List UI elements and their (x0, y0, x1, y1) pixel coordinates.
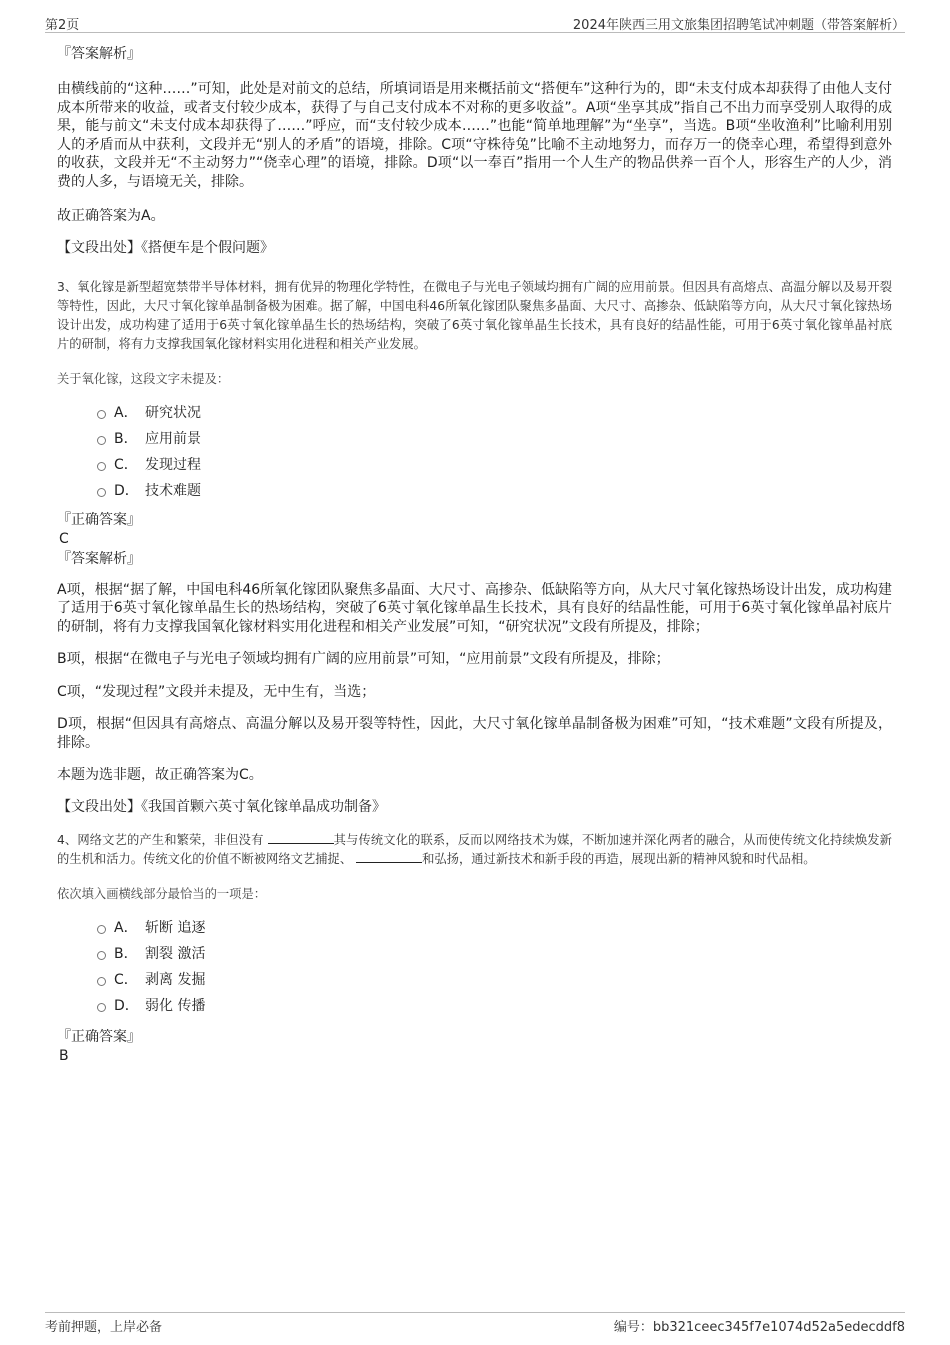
question-3-text: 3、氧化镓是新型超宽禁带半导体材料，拥有优异的物理化学特性，在微电子与光电子领域均拥有广阔的应用前景。但因具有高熔点、高温分解以及易开裂等特性，因此，大尺寸氧化镓单晶制备极为困难。据了解，中国电科46所氧化镓团队聚焦多晶面、大尺寸、高掺杂、低缺陷等方向，从大尺寸氧化镓热场设计出发，成功构建了适用于6英寸氧化镓单晶生长的热场结构，突破了6英寸氧化镓单晶生长技术，具有良好的结晶性能，可用于6英寸氧化镓单晶衬底片的研制，将有力支撑我国氧化镓材料实用化进程和相关产业发展。 (57, 279, 892, 351)
page-number: 第2页 (45, 18, 80, 33)
analysis-paragraph-c: C项，“发现过程”文段并未提及，无中生有，当选； (57, 683, 376, 700)
conclusion: 故正确答案为A。 (57, 208, 165, 224)
analysis-paragraph-a: A项，根据“据了解，中国电科46所氧化镓团队聚焦多晶面、大尺寸、高掺杂、低缺陷等方向，从大尺寸氧化镓热场设计出发，成功构建了适用于6英寸氧化镓单晶生长的热场结构，突破了6英寸氧化镓单晶生长技术，具有良好的结晶性能，可用于6英寸氧化镓单晶衬底片的研制，将有力支撑我国氧化镓材料实用化进程和相关产业发展”可知，“研究状况”文段有所提及，排除； (57, 581, 892, 635)
question-4-text: 4、网络文艺的产生和繁荣，非但没有 其与传统文化的联系，反而以网络技术为媒，不断加速并深化两者的融合，从而使传统文化持续焕发新的生机和活力。传统文化的价值不断被网络文艺捕捉、 和弘扬，通过新技术和新手段的再造，展现出新的精神风貌和时代品相。 (57, 832, 892, 866)
document-code: 编号：bb321ceec345f7e1074d52a5edecddf8 (613, 1320, 905, 1335)
source-label: 【文段出处】 (57, 798, 141, 815)
footer-slogan: 考前押题，上岸必备 (45, 1320, 163, 1335)
option-c[interactable]: C． 发现过程 (97, 452, 892, 478)
option-c[interactable]: C． 剥离 发掘 (97, 967, 892, 993)
question-3-prompt: 关于氧化镓，这段文字未提及： (57, 371, 230, 386)
source-title: 《搭便车是个假问题》 (141, 239, 274, 256)
fill-blank (268, 831, 334, 844)
option-d[interactable]: D． 技术难题 (97, 478, 892, 504)
correct-answer: C (59, 530, 69, 547)
analysis-paragraph-b: B项，根据“在微电子与光电子领域均拥有广阔的应用前景”可知，“应用前景”文段有所提及，排除； (57, 651, 670, 667)
analysis-paragraph-d: D项，根据“但因具有高熔点、高温分解以及易开裂等特性，因此，大尺寸氧化镓单晶制备极为困难”可知，“技术难题”文段有所提及，排除。 (57, 716, 892, 751)
radio-icon[interactable] (97, 436, 106, 445)
radio-icon[interactable] (97, 925, 106, 934)
source-line (57, 797, 892, 817)
radio-icon[interactable] (97, 462, 106, 471)
page-header (45, 12, 905, 33)
radio-icon[interactable] (97, 1003, 106, 1012)
option-b[interactable]: B． 割裂 激活 (97, 941, 892, 967)
fill-blank (356, 850, 422, 863)
analysis-paragraph: 由横线前的“这种……”可知，此处是对前文的总结，所填词语是用来概括前文“搭便车”这种行为的，即“未支付成本却获得了由他人支付成本所带来的收益，或者支付较少成本，获得了与自己支付成本不对称的更多收益”。A项“坐享其成”指自己不出力而享受别人取得的成果，能与前文“未支付成本却获得了……”呼应，而“支付较少成本……”也能“简单地理解”为“坐享”，当选。B项“坐收渔利”比喻利用别人的矛盾而从中获利，文段并无“别人的矛盾”的语境，排除。C项“守株待兔”比喻不主动地努力，而存万一的侥幸心理，希望得到意外的收获，文段并无“不主动努力”“侥幸心理”的语境，排除。D项“以一奉百”指用一个人生产的物品供养一百个人，形容生产的人少，消费的人多，与语境无关，排除。 (57, 81, 892, 190)
question-4-prompt: 依次填入画横线部分最恰当的一项是： (57, 886, 267, 901)
option-a[interactable]: A． 研究状况 (97, 400, 892, 426)
question-3-options (57, 400, 892, 504)
correct-answer: B (59, 1047, 69, 1064)
source-title: 《我国首颗六英寸氧化镓单晶成功制备》 (141, 798, 386, 815)
document-title: 2024年陕西三用文旅集团招聘笔试冲刺题（带答案解析） (572, 18, 905, 33)
radio-icon[interactable] (97, 410, 106, 419)
document-body (57, 44, 892, 1065)
analysis-tag: 『答案解析』 (57, 46, 141, 62)
option-d[interactable]: D． 弱化 传播 (97, 993, 892, 1019)
analysis-tag: 『答案解析』 (57, 550, 141, 567)
radio-icon[interactable] (97, 951, 106, 960)
page-footer (45, 1312, 905, 1335)
source-label: 【文段出处】 (57, 239, 141, 256)
source-line (57, 238, 892, 258)
option-a[interactable]: A． 斩断 追逐 (97, 915, 892, 941)
question-4-options (57, 915, 892, 1019)
conclusion: 本题为选非题，故正确答案为C。 (57, 767, 263, 783)
option-b[interactable]: B． 应用前景 (97, 426, 892, 452)
radio-icon[interactable] (97, 977, 106, 986)
radio-icon[interactable] (97, 488, 106, 497)
correct-answer-tag: 『正确答案』 (57, 1028, 141, 1045)
correct-answer-tag: 『正确答案』 (57, 511, 141, 528)
